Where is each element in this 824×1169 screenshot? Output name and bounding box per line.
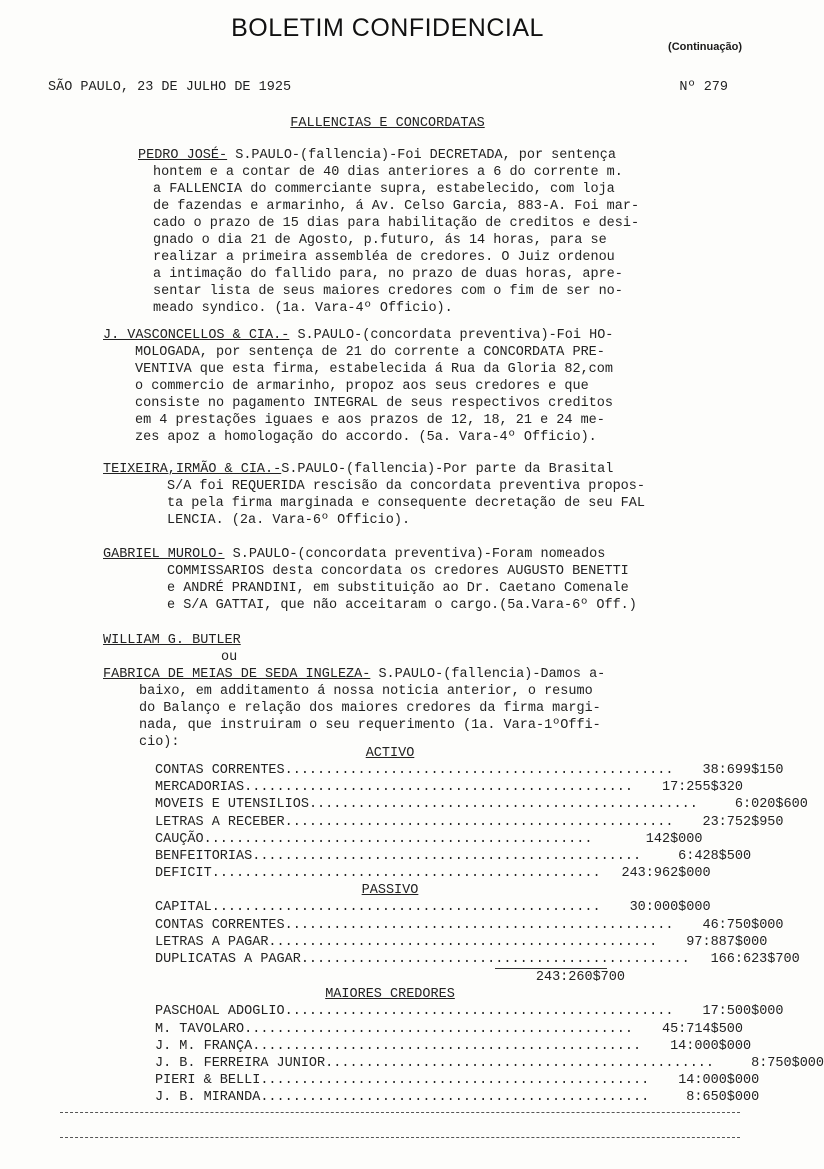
ledger-row: MERCADORIAS ................................................ 17:255$320: [155, 780, 743, 796]
entry-line: S.PAULO-(concordata preventiva)-Foi HO-: [289, 328, 614, 343]
ledger-value: 14:000$000: [670, 1038, 752, 1054]
entry-line: cio):: [139, 735, 180, 750]
entry-line: baixo, em additamento á nossa noticia anterior, o resumo: [139, 684, 593, 699]
entry-name: GABRIEL MUROLO-: [103, 547, 225, 562]
passivo-caption: PASSIVO: [361, 883, 419, 899]
ledger-label: BENFEITORIAS: [155, 849, 253, 865]
ledger-label: M. TAVOLARO: [155, 1021, 245, 1037]
activo-caption: ACTIVO: [365, 746, 415, 761]
ledger-row: PASCHOAL ADOGLIO ................................................ 17:500$000: [155, 1004, 784, 1020]
entry-line: de fazendas e armarinho, á Av. Celso Garcia, 883-A. Foi mar-: [153, 199, 640, 214]
ledger-row: DUPLICATAS A PAGAR ................................................ 166:623$700: [155, 952, 800, 968]
ledger-value: 8:750$000: [751, 1056, 824, 1072]
ledger-label: PIERI & BELLI: [155, 1073, 261, 1089]
entry-line: e S/A GATTAI, que não acceitaram o cargo.(5a.Vara-6º Off.): [167, 598, 637, 613]
footer-rule: [60, 1112, 740, 1113]
entry-line: ta pela firma marginada e consequente decretação de seu FAL: [167, 496, 645, 511]
entry-line: S.PAULO-(fallencia)-Foi DECRETADA, por sentença: [227, 148, 616, 163]
ledger-value: 97:887$000: [686, 934, 768, 950]
ledger-label: PASCHOAL ADOGLIO: [155, 1004, 285, 1020]
ledger-value: 14:000$000: [678, 1073, 760, 1089]
ledger-row: J. B. FERREIRA JUNIOR ................................................ 8:750$000: [155, 1056, 824, 1072]
entry-name: J. VASCONCELLOS & CIA.-: [103, 328, 290, 343]
entry-line: COMMISSARIOS desta concordata os credores AUGUSTO BENETTI: [167, 564, 629, 579]
bulletin-title: BOLETIM CONFIDENCIAL: [231, 14, 544, 42]
ledger-value: 17:255$320: [661, 780, 743, 796]
entry-line: em 4 prestações iguaes e aos prazos de 12, 18, 21 e 24 me-: [135, 413, 605, 428]
entry-pedro-jose: [138, 147, 748, 317]
ledger-row: J. M. FRANÇA ................................................ 14:000$000: [155, 1038, 752, 1054]
ledger-row: CAPITAL ................................................ 30:000$000: [155, 900, 711, 916]
ledger-value: 45:714$500: [661, 1021, 743, 1037]
entry-butler: [103, 632, 713, 751]
ledger-row: LETRAS A RECEBER ................................................ 23:752$950: [155, 814, 784, 830]
entry-line: e ANDRÉ PRANDINI, em substituição ao Dr. Caetano Comenale: [167, 581, 629, 596]
entry-line: cado o prazo de 15 dias para habilitação de creditos e desi-: [153, 216, 640, 231]
ledger-label: CAPITAL: [155, 900, 212, 916]
ledger-label: MOVEIS E UTENSILIOS: [155, 797, 309, 813]
entry-line: LENCIA. (2a. Vara-6º Officio).: [167, 513, 411, 528]
ledger-value: 8:650$000: [686, 1090, 760, 1106]
ledger-value: 243:962$000: [621, 866, 711, 882]
ledger-label: J. B. MIRANDA: [155, 1090, 261, 1106]
entry-line: realizar a primeira assembléa de credores. O Juiz ordenou: [153, 250, 615, 265]
entry-name: TEIXEIRA,IRMÃO & CIA.-: [103, 462, 282, 477]
ledger-value: 6:428$500: [678, 849, 752, 865]
entry-vasconcellos: [103, 327, 713, 446]
entry-or: ou: [221, 650, 238, 665]
entry-line: consiste no pagamento INTEGRAL de seus respectivos creditos: [135, 396, 613, 411]
ledger-label: DUPLICATAS A PAGAR: [155, 952, 301, 968]
entry-line: a FALLENCIA do commerciante supra, estabelecido, com loja: [153, 182, 615, 197]
ledger-value: 30:000$000: [629, 900, 711, 916]
ledger-value: 142$000: [645, 831, 703, 847]
place-date: SÃO PAULO, 23 DE JULHO DE 1925: [48, 80, 292, 95]
ledger-value: 46:750$000: [702, 917, 784, 933]
ledger-label: DEFICIT: [155, 866, 212, 882]
ledger-row: BENFEITORIAS ................................................ 6:428$500: [155, 849, 752, 865]
entry-name: WILLIAM G. BUTLER: [103, 633, 241, 648]
entry-line: a intimação do fallido para, no prazo de duas horas, apre-: [153, 267, 623, 282]
ledger-value: 166:623$700: [710, 952, 800, 968]
ledger-row: M. TAVOLARO ................................................ 45:714$500: [155, 1021, 743, 1037]
ledger-value: 23:752$950: [702, 814, 784, 830]
entry-murolo: [103, 546, 713, 614]
ledger-label: J. B. FERREIRA JUNIOR: [155, 1056, 326, 1072]
ledger-row: PIERI & BELLI ................................................ 14:000$000: [155, 1073, 760, 1089]
ledger-label: CAUÇÃO: [155, 831, 204, 847]
ledger-value: 38:699$150: [702, 763, 784, 778]
entry-line: hontem e a contar de 40 dias anteriores a 6 do corrente m.: [153, 165, 623, 180]
ledger-label: J. M. FRANÇA: [155, 1038, 253, 1054]
entry-name-alt: FABRICA DE MEIAS DE SEDA INGLEZA-: [103, 667, 371, 682]
ledger-label: MERCADORIAS: [155, 780, 245, 796]
ledger-label: CONTAS CORRENTES: [155, 917, 285, 933]
balance-sheet: [155, 745, 824, 1107]
ledger-row: MOVEIS E UTENSILIOS ................................................ 6:020$600: [155, 797, 808, 813]
entry-line: o commercio de armarinho, propoz aos seus credores e que: [135, 379, 589, 394]
entry-line: S.PAULO-(fallencia)-Por parte da Brasital: [281, 462, 614, 477]
entry-line: gnado o dia 21 de Agosto, p.futuro, ás 14 horas, para se: [153, 233, 607, 248]
ledger-label: LETRAS A PAGAR: [155, 934, 269, 950]
ledger-row: DEFICIT ................................................ 243:962$000: [155, 866, 711, 882]
ledger-row: J. B. MIRANDA ................................................ 8:650$000: [155, 1090, 760, 1106]
passivo-total: 243:260$700: [535, 970, 625, 986]
entry-name: PEDRO JOSÉ-: [138, 148, 228, 163]
section-title: [0, 116, 775, 131]
credores-caption: MAIORES CREDORES: [325, 987, 455, 1003]
section-title-text: FALLENCIAS E CONCORDATAS: [290, 116, 485, 131]
ledger-value: 6:020$600: [734, 797, 808, 813]
ledger-row: CONTAS CORRENTES ................................................ 38:699$150: [155, 763, 784, 778]
ledger-value: 17:500$000: [702, 1004, 784, 1020]
entry-line: S/A foi REQUERIDA rescisão da concordata preventiva propos-: [167, 479, 645, 494]
footer-rule: [60, 1137, 740, 1138]
entry-line: S.PAULO-(concordata preventiva)-Foram nomeados: [224, 547, 606, 562]
entry-line: meado syndico. (1a. Vara-4º Officio).: [153, 301, 453, 316]
entry-line: do Balanço e relação dos maiores credores da firma margi-: [139, 701, 601, 716]
entry-line: nada, que instruiram o seu requerimento (1a. Vara-1ºOffi-: [139, 718, 601, 733]
ledger-row: CONTAS CORRENTES ................................................ 46:750$000: [155, 917, 784, 933]
issue-number: Nº 279: [679, 80, 728, 95]
entry-line: VENTIVA que esta firma, estabelecida á Rua da Gloria 82,com: [135, 362, 613, 377]
ledger-label: LETRAS A RECEBER: [155, 814, 285, 830]
ledger-row: LETRAS A PAGAR ................................................ 97:887$000: [155, 934, 768, 950]
entry-line: MOLOGADA, por sentença de 21 do corrente a CONCORDATA PRE-: [135, 345, 605, 360]
continuation-label: (Continuação): [668, 41, 742, 53]
entry-line: S.PAULO-(fallencia)-Damos a-: [370, 667, 606, 682]
ledger-label: CONTAS CORRENTES: [155, 763, 285, 778]
entry-teixeira: [103, 461, 713, 529]
ledger-row: CAUÇÃO ................................................ 142$000: [155, 831, 703, 847]
ledger-total-row: [155, 969, 625, 986]
entry-line: zes apoz a homologação do accordo. (5a. Vara-4º Officio).: [135, 430, 597, 445]
entry-line: sentar lista de seus maiores credores com o fim de ser no-: [153, 284, 623, 299]
